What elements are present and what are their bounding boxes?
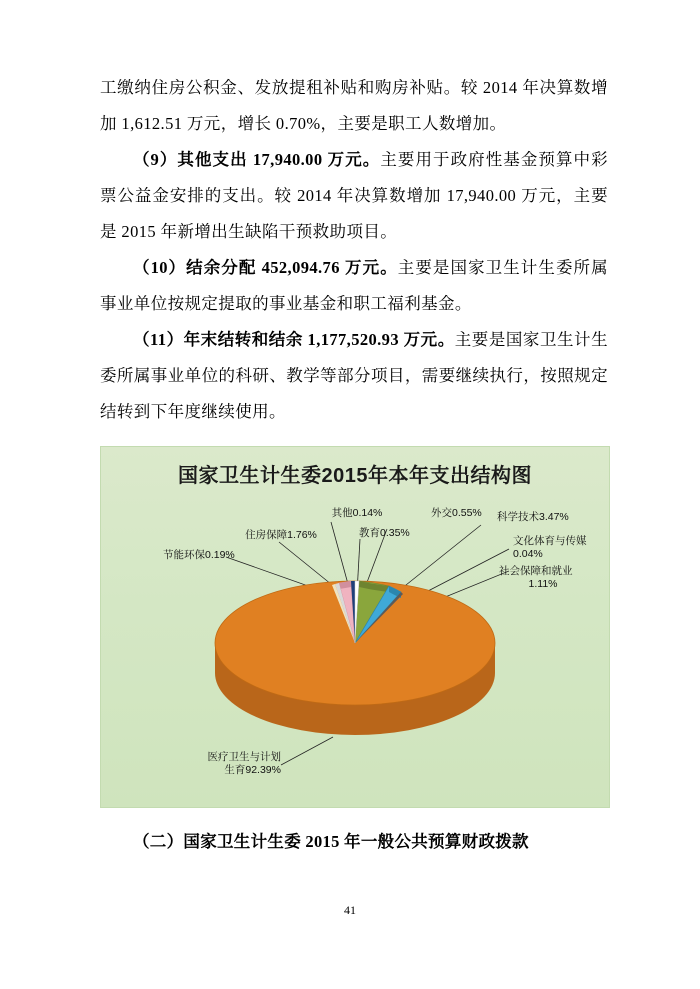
page-number: 41 bbox=[344, 903, 356, 917]
paragraph-4 bbox=[100, 322, 608, 430]
label-culture-line1: 文化体育与传媒 bbox=[513, 535, 587, 547]
paragraph-3-body: 主要是国家卫生计生委所属事业单位按规定提取的事业基金和职工福利基金。 bbox=[100, 258, 608, 313]
section-heading: （二）国家卫生计生委 2015 年一般公共预算财政拨款 bbox=[133, 832, 529, 851]
label-housing: 住房保障1.76% bbox=[245, 529, 317, 541]
paragraph-4-lead: （11）年末结转和结余 1,177,520.93 万元。 bbox=[133, 330, 455, 349]
label-education: 教育0.35% bbox=[359, 527, 410, 539]
paragraph-2-body: 主要用于政府性基金预算中彩票公益金安排的支出。较 2014 年决算数增加 17,940.00 万元，主要是 2015 年新增出生缺陷干预救助项目。 bbox=[100, 150, 609, 241]
paragraph-2-lead: （9）其他支出 17,940.00 万元。 bbox=[133, 150, 381, 169]
expenditure-pie-chart bbox=[100, 446, 610, 808]
paragraph-4-body: 主要是国家卫生计生委所属事业单位的科研、教学等部分项目，需要继续执行，按照规定结转到下年度继续使用。 bbox=[100, 330, 608, 421]
label-social-line2: 1.11% bbox=[528, 578, 558, 590]
paragraph-3 bbox=[100, 250, 608, 322]
paragraph-3-lead: （10）结余分配 452,094.76 万元。 bbox=[133, 258, 398, 277]
label-social-line1: 社会保障和就业 bbox=[499, 565, 573, 577]
label-diplomacy: 外交0.55% bbox=[431, 507, 482, 519]
paragraph-2 bbox=[100, 142, 608, 250]
label-culture-line2: 0.04% bbox=[513, 548, 543, 560]
label-other: 其他0.14% bbox=[331, 507, 383, 519]
label-health-line2: 生育92.39% bbox=[224, 764, 281, 776]
label-energy: 节能环保0.19% bbox=[163, 549, 235, 561]
paragraph-1: 工缴纳住房公积金、发放提租补贴和购房补贴。较 2014 年决算数增加 1,612.51 万元，增长 0.70%，主要是职工人数增加。 bbox=[100, 78, 608, 133]
chart-title: 国家卫生计生委2015年本年支出结构图 bbox=[178, 465, 532, 487]
label-health-line1: 医疗卫生与计划 bbox=[207, 751, 281, 763]
label-science: 科学技术3.47% bbox=[497, 511, 569, 523]
